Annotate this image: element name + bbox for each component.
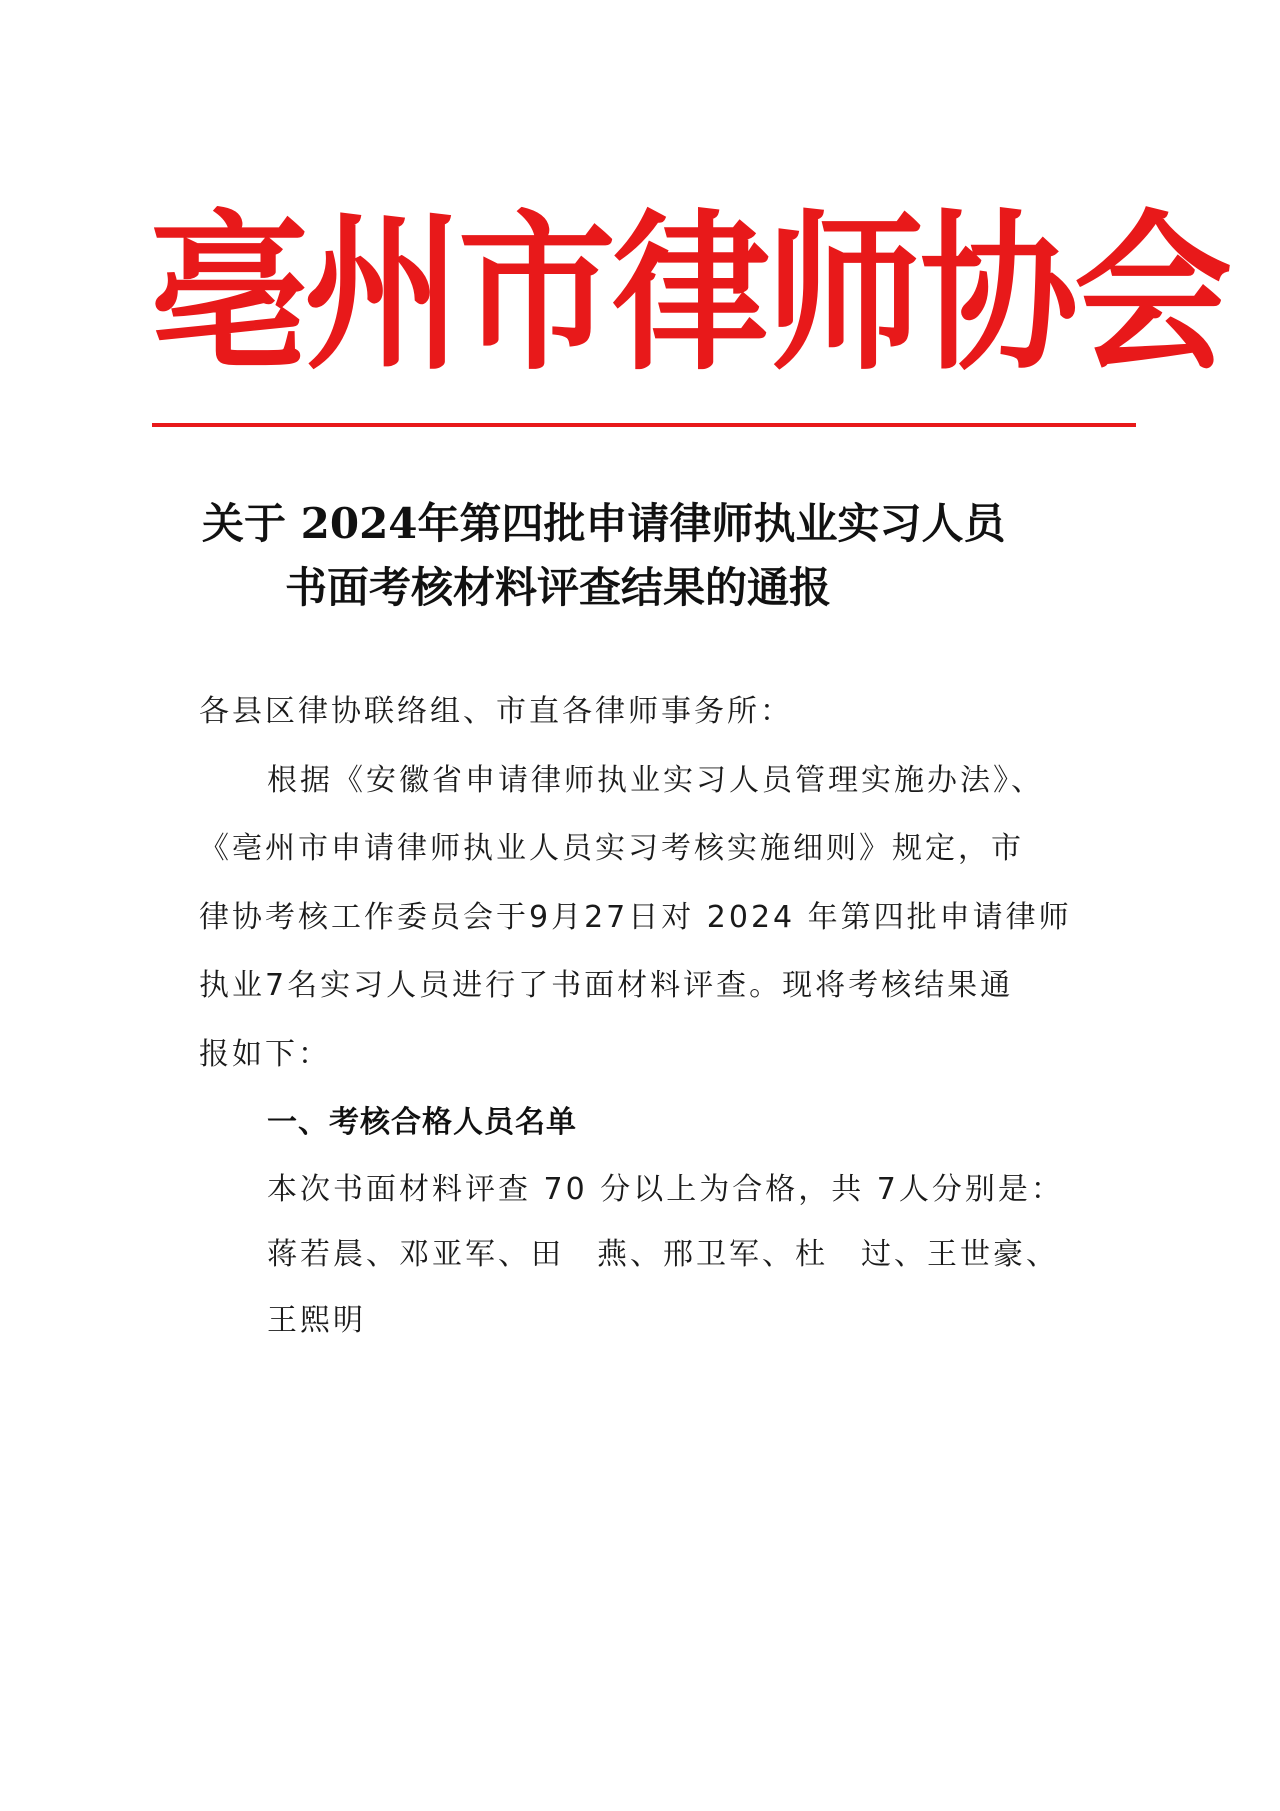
section-heading-qualified: 一、考核合格人员名单 <box>267 1105 577 1140</box>
qualified-intro: 本次书面材料评查 70 分以上为合格，共 7人分别是： <box>267 1172 1064 1207</box>
paragraph-line-3: 律协考核工作委员会于9月27日对 2024 年第四批申请律师 <box>199 900 1072 935</box>
red-divider-line <box>152 423 1136 427</box>
notice-title-line-1: 关于 2024年第四批申请律师执业实习人员 <box>202 499 1006 548</box>
notice-title-line-2: 书面考核材料评查结果的通报 <box>285 563 832 612</box>
paragraph-line-2: 《亳州市申请律师执业人员实习考核实施细则》规定，市 <box>199 831 1024 866</box>
paragraph-line-5: 报如下： <box>199 1037 331 1072</box>
qualified-names-line-2: 王熙明 <box>267 1303 366 1338</box>
org-masthead: 亳州市律师协会 <box>150 194 1228 394</box>
salutation: 各县区律协联络组、市直各律师事务所： <box>199 694 793 729</box>
qualified-names-line-1: 蒋若晨、邓亚军、田 燕、邢卫军、杜 过、王世豪、 <box>267 1237 1059 1272</box>
paragraph-line-4: 执业7名实习人员进行了书面材料评查。现将考核结果通 <box>199 968 1014 1003</box>
paragraph-line-1: 根据《安徽省申请律师执业实习人员管理实施办法》、 <box>267 763 1044 798</box>
